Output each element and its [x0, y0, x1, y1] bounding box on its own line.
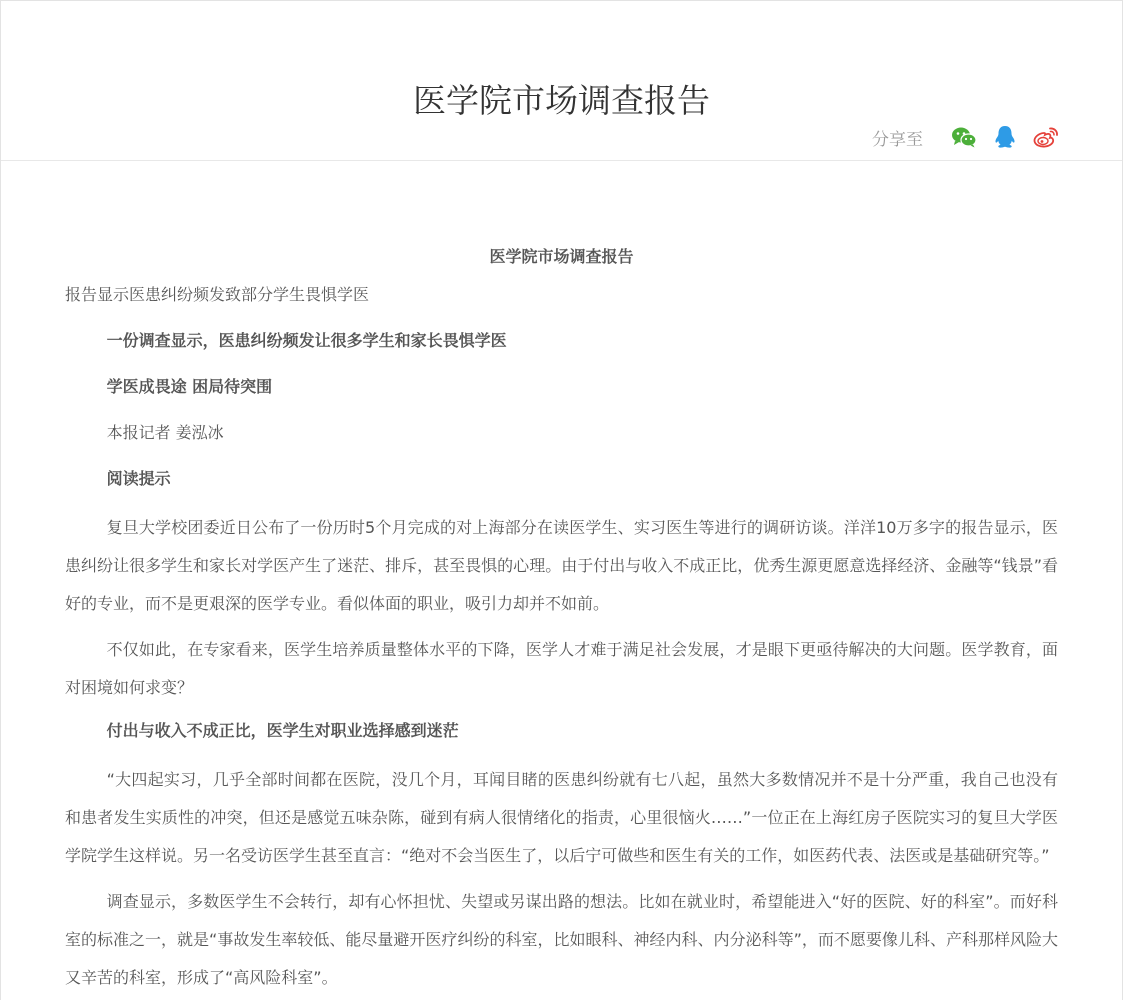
reading-tip: 阅读提示 [106, 469, 171, 488]
wechat-icon[interactable] [950, 123, 978, 151]
page-title: 医学院市场调查报告 [413, 81, 710, 121]
paragraph-2: 不仅如此，在专家看来，医学生培养质量整体水平的下降，医学人才难于满足社会发展，才是眼下更亟待解决的大问题。医学教育，面对困境如何求变？ [65, 640, 1058, 697]
paragraph-1: 复旦大学校团委近日公布了一份历时5个月完成的对上海部分在读医学生、实习医生等进行的调研访谈。洋洋10万多字的报告显示，医患纠纷让很多学生和家长对学医产生了迷茫、排斥，甚至畏惧的心理。由于付出与收入不成正比，优秀生源更愿意选择经济、金融等“钱景”看好的专业，而不是更艰深的医学专业。看似体面的职业，吸引力却并不如前。 [65, 518, 1058, 613]
share-bar [872, 122, 1060, 152]
subtitle-1: 一份调查显示，医患纠纷频发让很多学生和家长畏惧学医 [106, 331, 507, 350]
paragraph-4: 调查显示，多数医学生不会转行，却有心怀担忧、失望或另谋出路的想法。比如在就业时，希望能进入“好的医院、好的科室”。而好科室的标准之一，就是“事故发生率较低、能尽量避开医疗纠纷的科室，比如眼科、神经内科、内分泌科等”，而不愿要像儿科、产科那样风险大又辛苦的科室，形成了“高风险科室”。 [65, 892, 1058, 987]
section-heading-1: 付出与收入不成正比，医学生对职业选择感到迷茫 [106, 721, 459, 740]
article-lead: 报告显示医患纠纷频发致部分学生畏惧学医 [65, 285, 370, 304]
weibo-icon[interactable] [1032, 123, 1060, 151]
paragraph-3: “大四起实习，几乎全部时间都在医院，没几个月，耳闻目睹的医患纠纷就有七八起，虽然大多数情况并不是十分严重，我自己也没有和患者发生实质性的冲突，但还是感觉五味杂陈，碰到有病人很情绪化的指责，心里很恼火……”一位正在上海红房子医院实习的复旦大学医学院学生这样说。另一名受访医学生甚至直言：“绝对不会当医生了，以后宁可做些和医生有关的工作，如医药代表、法医或是基础研究等。” [65, 770, 1058, 865]
share-label: 分享至 [872, 129, 923, 150]
article-title: 医学院市场调查报告 [489, 247, 634, 266]
article-body [65, 241, 1058, 1000]
subtitle-2: 学医成畏途 困局待突围 [106, 377, 273, 396]
byline: 本报记者 姜泓冰 [106, 423, 224, 442]
qq-icon[interactable] [991, 123, 1019, 151]
page-header [1, 1, 1122, 161]
